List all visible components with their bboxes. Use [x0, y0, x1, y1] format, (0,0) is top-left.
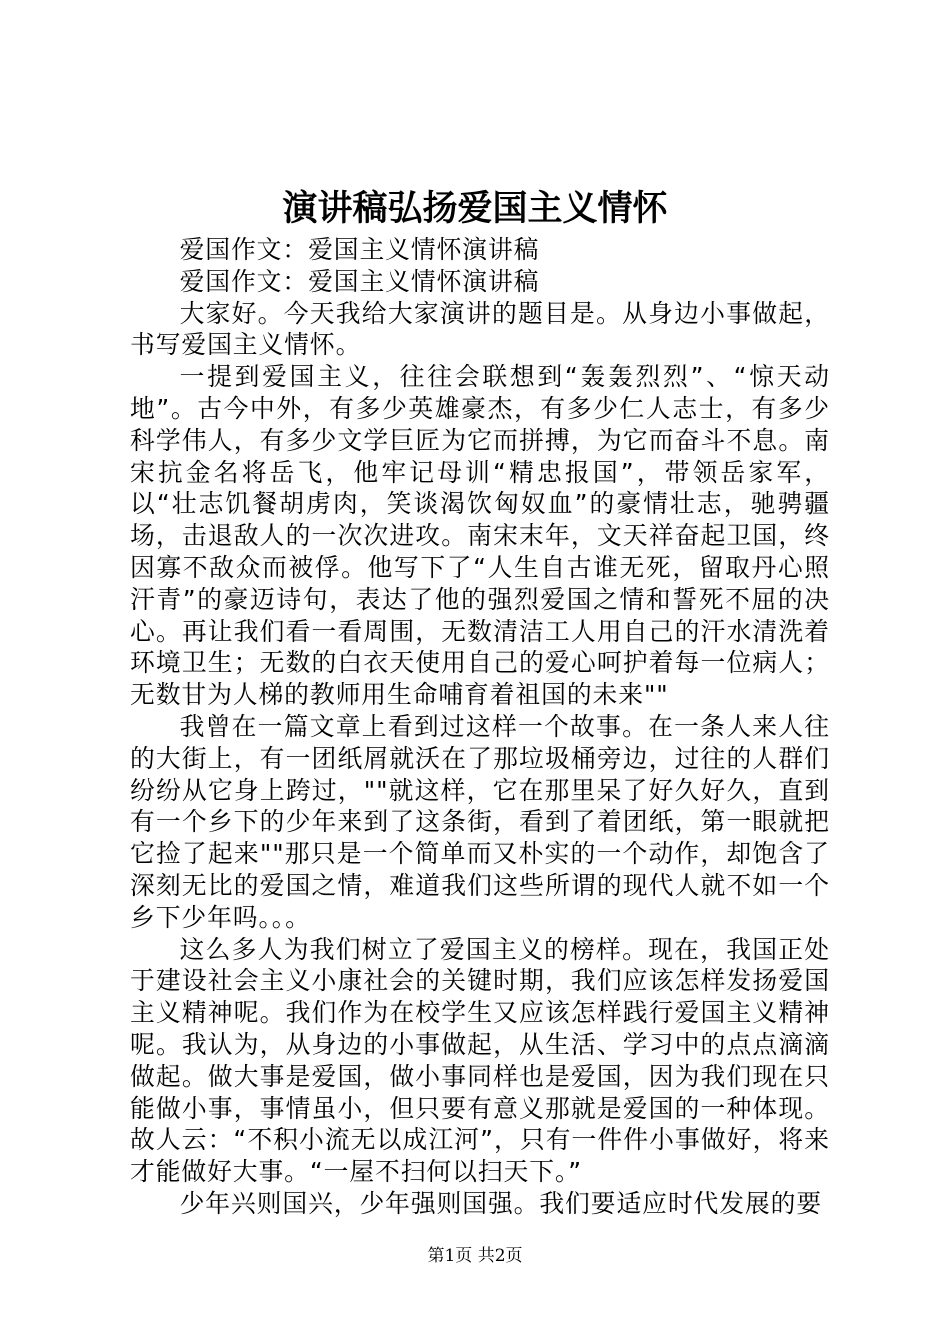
paragraph: 这么多人为我们树立了爱国主义的榜样。现在，我国正处于建设社会主义小康社会的关键时期，我们应该怎样发扬爱国主义精神呢。我们作为在校学生又应该怎样践行爱国主义精神呢。我认为，从身边的小事做起，从生活、学习中的点点滴滴做起。做大事是爱国，做小事同样也是爱国，因为我们现在只能做小事，事情虽小，但只要有意义那就是爱国的一种体现。故人云：“不积小流无以成江河”，只有一件件小事做好，将来才能做好大事。“一屋不扫何以扫天下。”	[130, 934, 830, 1187]
paragraph: 少年兴则国兴，少年强则国强。我们要适应时代发展的要	[179, 1188, 823, 1218]
paragraph: 大家好。今天我给大家演讲的题目是。从身边小事做起，书写爱国主义情怀。	[130, 298, 830, 360]
paragraph: 一提到爱国主义，往往会联想到“轰轰烈烈”、“惊天动地”。古今中外，有多少英雄豪杰，有多少仁人志士，有多少科学伟人，有多少文学巨匠为它而拼搏，为它而奋斗不息。南宋抗金名将岳飞，他牢记母训“精忠报国”，带领岳家军，以“壮志饥餐胡虏肉，笑谈渴饮匈奴血”的豪情壮志，驰骋疆场，击退敌人的一次次进攻。南宋末年，文天祥奋起卫国，终因寡不敌众而被俘。他写下了“人生自古谁无死，留取丹心照汗青”的豪迈诗句，表达了他的强烈爱国之情和誓死不屈的决心。再让我们看一看周围，无数清洁工人用自己的汗水清洗着环境卫生；无数的白衣天使用自己的爱心呵护着每一位病人；无数甘为人梯的教师用生命哺育着祖国的未来""	[130, 362, 830, 710]
page-footer: 第1页 共2页	[427, 1246, 523, 1266]
document-body	[130, 234, 830, 1220]
paragraph: 爱国作文：爱国主义情怀演讲稿	[179, 235, 540, 264]
paragraph: 我曾在一篇文章上看到过这样一个故事。在一条人来人往的大街上，有一团纸屑就沃在了那垃圾桶旁边，过往的人群们纷纷从它身上跨过，""就这样，它在那里呆了好久好久，直到有一个乡下的少年来到了这条街，看到了着团纸，第一眼就把它捡了起来""那只是一个简单而又朴实的一个动作，却饱含了深刻无比的爱国之情，难道我们这些所谓的现代人就不如一个乡下少年吗。。。	[130, 711, 830, 932]
document-title: 演讲稿弘扬爱国主义情怀	[282, 188, 668, 229]
paragraph: 爱国作文：爱国主义情怀演讲稿	[179, 266, 540, 296]
